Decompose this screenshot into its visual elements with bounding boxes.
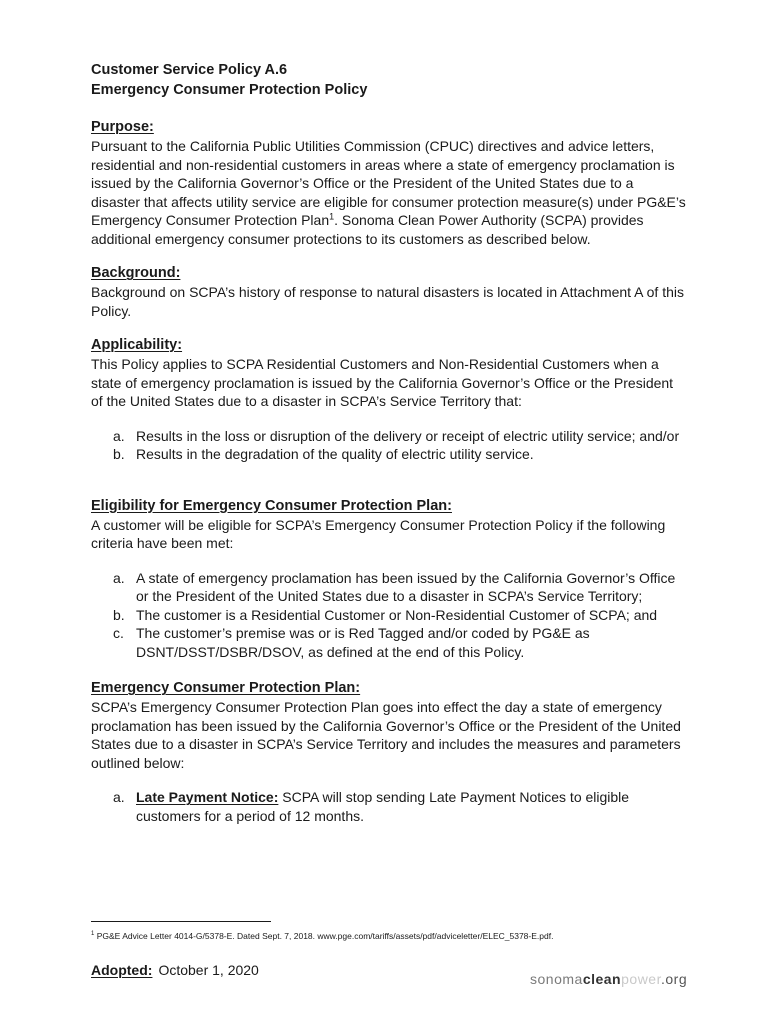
- background-heading: Background:: [91, 265, 181, 281]
- sonoma-clean-power-logo: sonomacleanpower.org: [530, 971, 688, 987]
- applicability-heading: Applicability:: [91, 337, 183, 353]
- list-item: a. A state of emergency proclamation has been issued by the California Governor’s Office or the President of the United States due to a disaster in SCPA’s Service Territory;: [113, 569, 676, 604]
- eligibility-text: A customer will be eligible for SCPA’s Emergency Consumer Protection Policy if the following criteria have been met:: [91, 516, 666, 551]
- plan-list: [91, 788, 686, 825]
- list-item: c. The customer’s premise was or is Red Tagged and/or coded by PG&E as DSNT/DSST/DSBR/DSOV, as defined at the end of this Policy.: [113, 625, 590, 660]
- applicability-section: [91, 336, 686, 464]
- background-text: Background on SCPA’s history of response to natural disasters is located in Attachment A of this Policy.: [91, 284, 684, 319]
- late-payment-heading: Late Payment Notice:: [136, 789, 279, 805]
- policy-number: Customer Service Policy A.6: [91, 62, 288, 78]
- list-item: b. Results in the degradation of the quality of electric utility service.: [113, 446, 534, 462]
- purpose-text: Pursuant to the California Public Utilities Commission (CPUC) directives and advice letters, residential and non-residential customers in areas where a state of emergency proclamation is issued by the California Governor’s Office or the President of the United States due to a disaster that affects utility service are eligible for consumer protection measure(s) under PG&E’s Emergency Consumer Protection Plan$^1$. Sonoma Clean Power Authority (SCPA) provides additional emergency consumer protections to its customers as described below.: [91, 138, 686, 247]
- list-item: b. The customer is a Residential Customer or Non-Residential Customer of SCPA; and: [113, 606, 658, 623]
- adopted-date: Adopted: October 1, 2020: [91, 962, 259, 978]
- footnote: $^1$ PG&E Advice Letter 4014-G/5378-E. Dated Sept. 7, 2018. www.pge.com/tariffs/assets/pdf/adviceletter/ELEC_5378-E.pdf.: [91, 930, 554, 941]
- footnote-divider: [91, 921, 271, 922]
- footnote-ref: 1: [329, 211, 335, 222]
- policy-title: Emergency Consumer Protection Policy: [91, 82, 368, 98]
- eligibility-list: [91, 569, 686, 662]
- purpose-section: [91, 118, 686, 248]
- plan-text: SCPA’s Emergency Consumer Protection Plan goes into effect the day a state of emergency proclamation has been issued by the California Governor’s Office or the President of the United States due to a disaster in SCPA’s Service Territory and includes the measures and parameters outlined below:: [91, 699, 681, 771]
- policy-page: [91, 60, 686, 841]
- document-title: [91, 60, 686, 100]
- background-section: [91, 264, 686, 320]
- plan-heading: Emergency Consumer Protection Plan:: [91, 680, 361, 696]
- eligibility-heading: Eligibility for Emergency Consumer Protection Plan:: [91, 497, 452, 514]
- eligibility-section: [91, 497, 686, 662]
- list-item: a. Late Payment Notice: SCPA will stop sending Late Payment Notices to eligible customers for a period of 12 months.: [113, 789, 630, 824]
- applicability-text: This Policy applies to SCPA Residential Customers and Non-Residential Customers when a state of emergency proclamation is issued by the California Governor’s Office or the President of the United States due to a disaster in SCPA’s Service Territory that:: [91, 356, 674, 409]
- plan-section: [91, 679, 686, 825]
- purpose-heading: Purpose:: [91, 119, 154, 135]
- applicability-list: [91, 427, 686, 464]
- list-item: a. Results in the loss or disruption of the delivery or receipt of electric utility service; and/or: [113, 427, 680, 444]
